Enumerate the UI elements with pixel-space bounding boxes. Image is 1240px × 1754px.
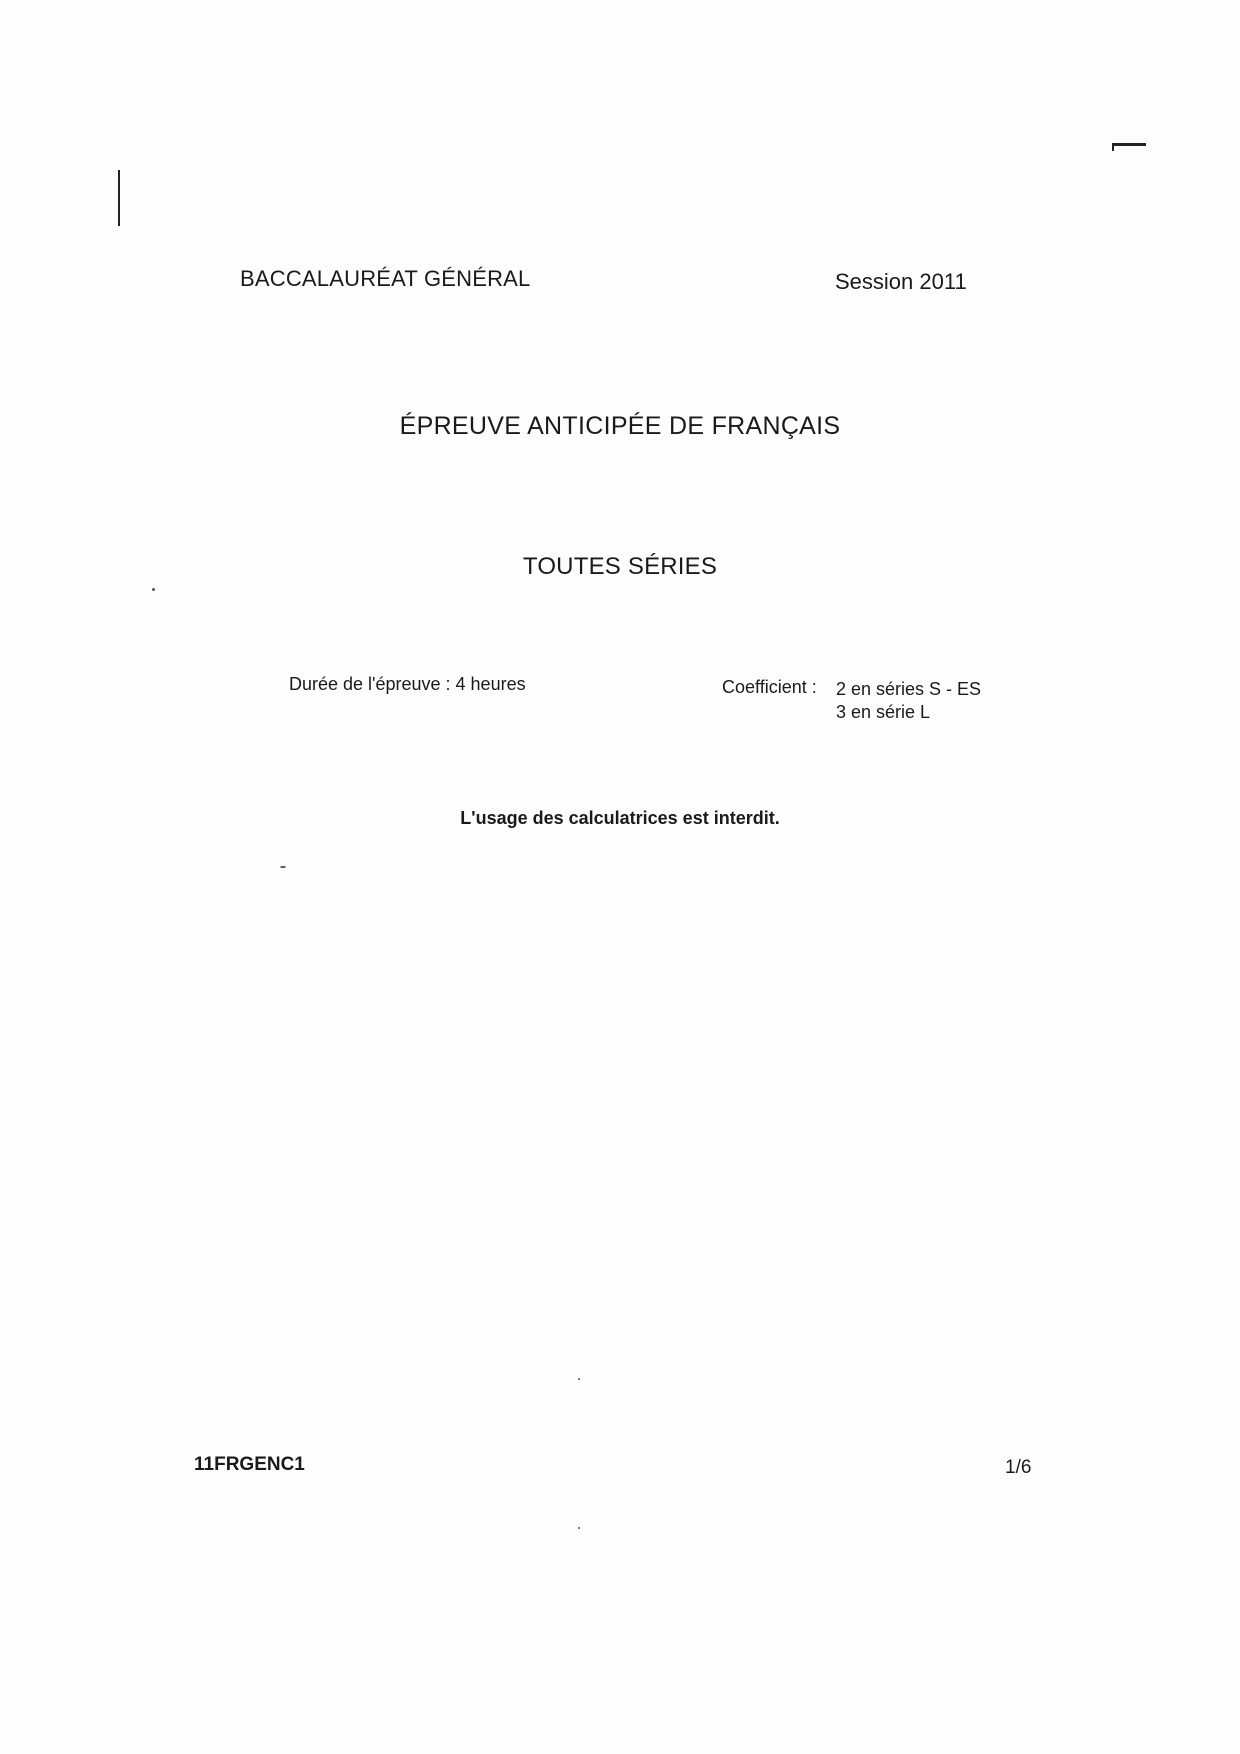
- exam-name: BACCALAURÉAT GÉNÉRAL: [240, 266, 531, 291]
- scan-speck: [578, 1378, 580, 1380]
- exam-duration: Durée de l'épreuve : 4 heures: [289, 674, 526, 694]
- coefficient-value: 3 en série L: [836, 702, 931, 722]
- scan-speck: [152, 588, 155, 591]
- scan-mark-right: [1112, 143, 1146, 146]
- scan-speck: [280, 866, 286, 868]
- scan-speck: [578, 1527, 580, 1529]
- coefficient-label: Coefficient :: [722, 677, 817, 697]
- page-title: ÉPREUVE ANTICIPÉE DE FRANÇAIS: [399, 412, 841, 440]
- page-number: 1/6: [1005, 1457, 1032, 1478]
- document-code: 11FRGENC1: [194, 1454, 305, 1475]
- calculator-notice: L'usage des calculatrices est interdit.: [460, 808, 780, 828]
- scan-mark-left: [118, 170, 120, 226]
- session-year: Session 2011: [835, 269, 967, 294]
- scan-mark-right-tick: [1112, 143, 1114, 151]
- exam-series: TOUTES SÉRIES: [522, 553, 718, 580]
- coefficient-value: 2 en séries S - ES: [836, 679, 982, 699]
